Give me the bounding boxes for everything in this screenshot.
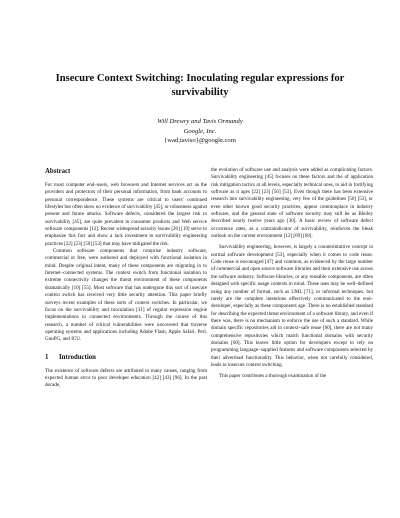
left-column bbox=[45, 167, 207, 390]
intro-paragraph: The existence of software defects are attributed to many causes, ranging from expected human error to poor developer education [42] [43] [96]. In the past decade, bbox=[45, 367, 207, 389]
paper-title: Insecure Context Switching: Inoculating regular expressions for survivability bbox=[55, 73, 345, 98]
body-paragraph: This paper contributes a thorough examination of the bbox=[219, 373, 327, 380]
section-number: 1 bbox=[45, 353, 49, 361]
section-title: Introduction bbox=[59, 353, 96, 361]
abstract-body bbox=[45, 182, 207, 344]
right-column bbox=[211, 167, 373, 385]
author-affiliation: Google, Inc. bbox=[183, 127, 217, 135]
introduction-heading bbox=[45, 353, 207, 362]
body-paragraph: Survivability engineering, however, is largely a counterintuitive concept in normal software development [53], especially when it comes to code reuse. Code reuse is encouraged [47] and common, as evidenced by the large number of commercial and open source software libraries and their extensive use across the software industry. Software libraries, or any reusable components, are often designed with specific usage contexts in mind. These uses may be well–defined using any number of formal, such as UML [71], or informal techniques, but rarely are the complete intentions effectively communicated to the end–developer, especially as these components age. There is no established standard for describing the expected threat environment of a software library, and even if there was, there is no mechanism to enforce the use of such a standard. While domain specific repositories aid in context–safe reuse [60], there are not many comprehensive repositories which match functional domains with security domains [60]. This leaves little option for developers except to rely on programming language–supplied features and software components selected by their advertised functionality. This behavior, when not carefully considered, leads to insecure context switching. bbox=[211, 244, 373, 368]
abstract-paragraph: For most computer end–users, web browsers and Internet services act as the providers and protectors of their personal information, from bank accounts to personal correspondence. These systems are critical to users' continued lifestyles but often show no evidence of survivability [45], or robustness against present and future attacks. Software defects, considered the largest risk to survivability [45], are quite prevalent in consumer products and Web service software components [12]. Recent widespread security issues [20] [19] serve to emphasize this fact and show a lack investment in survivability engineering practices [22] [23] [50] [53] that may have mitigated the risk. bbox=[45, 182, 207, 247]
abstract-heading: Abstract bbox=[45, 168, 71, 175]
author-email: {wad,taviso}@google.com bbox=[164, 137, 236, 144]
author-block bbox=[40, 117, 360, 146]
abstract-paragraph: Common software components that comprise industry software, commercial or free, were authored and deployed with functional isolation in mind. Despite original intent, many of these components are migrating in to Internet–connected systems. The context switch from functional isolation to extreme connectivity changes the threat environment of these components dramatically [10] [55]. Most software that has undergone this sort of insecure context switch has received very little security attention. This paper briefly surveys recent examples of these sorts of context switches. In particular, we focus on the survivability and inoculation [31] of regular expression engine implementations in connected environments. Through the course of this research, a number of critical vulnerabilities were uncovered that traverse operating systems and applications including Adobe Flash, Apple Safari, Perl, GnuPG, and ICU. bbox=[45, 248, 207, 343]
author-names: Will Drewry and Tavis Ormandy bbox=[157, 118, 243, 125]
body-paragraph: the evolution of software use and analysis were added as complicating factors. Survivability engineering [45] focuses on these factors and the of application risk mitigation tactics at all levels, especially technical ones, to aid in fortifying software as it ages [22] [23] [50] [53]. Even though there has been extensive research into survivability engineering, very few of the guidelines [50] [53], or even other known good security practices, appear commonplace in industry software, and the general state of software security may still be as Bleiley described nearly twelve years ago [30]. A basic review of software defect occurrence rates, as a contraindicator of survivability, reinforces the bleak outlook on the current environment [12] [69] [68]. bbox=[211, 167, 373, 240]
